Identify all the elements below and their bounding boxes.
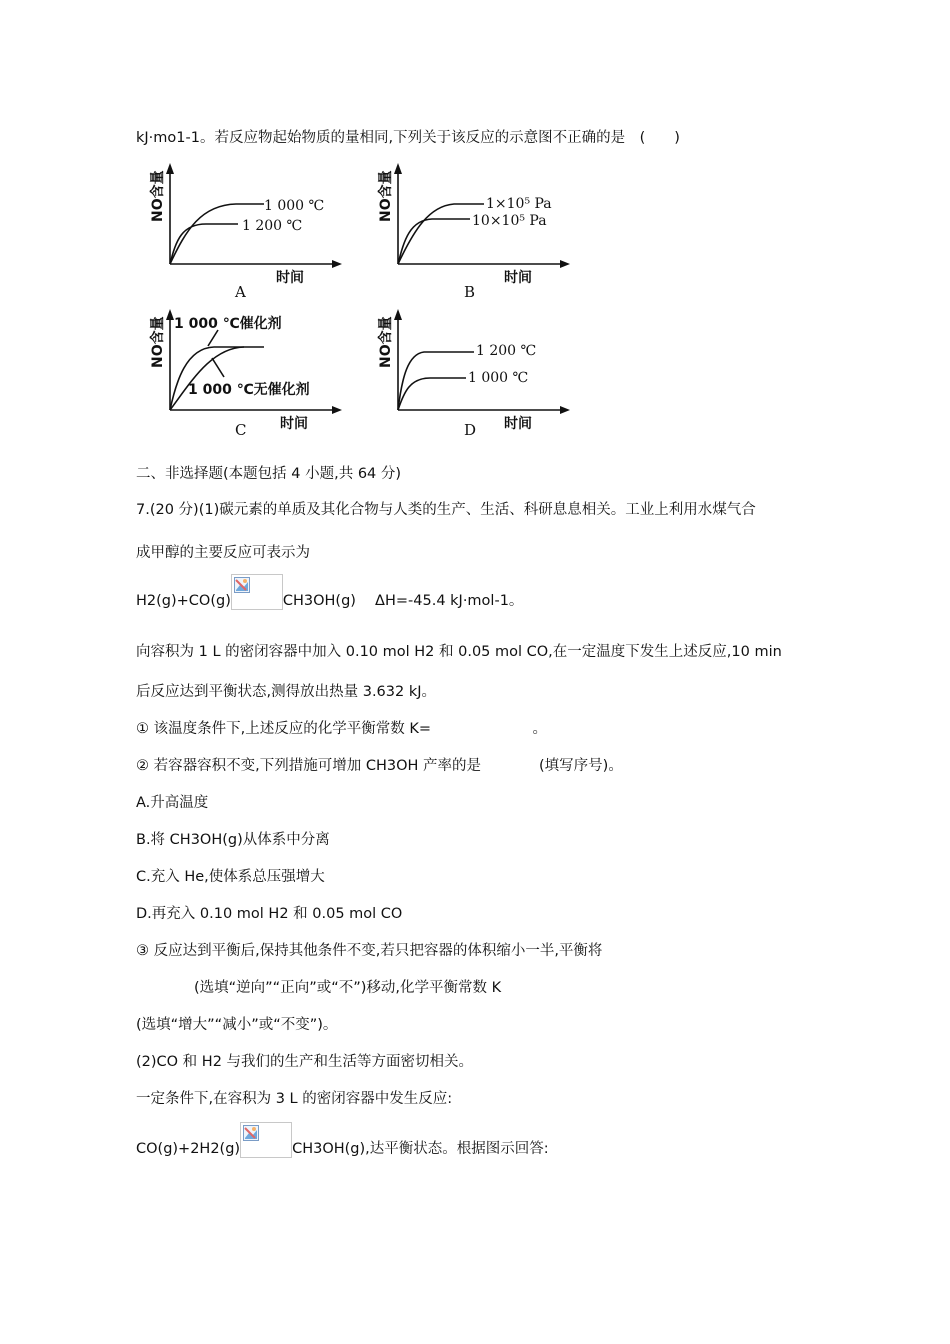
curve-label-2: 1 000 ℃ <box>468 370 529 386</box>
curve-label-2: 10×10⁵ Pa <box>472 213 547 229</box>
intro-line: kJ·mo1-1。若反应物起始物质的量相同,下列关于该反应的示意图不正确的是 ( ) <box>136 130 680 146</box>
equation-1-right: CH3OH(g) ΔH=-45.4 kJ·mol-1。 <box>282 593 524 609</box>
sub-question-3-end: (选填“增大”“减小”或“不变”)。 <box>136 1017 338 1033</box>
option-a: A.升高温度 <box>136 795 209 811</box>
curve-label-2: 1 000 ℃无催化剂 <box>188 382 310 398</box>
paragraph-2: 后反应达到平衡状态,测得放出热量 3.632 kJ。 <box>136 684 437 700</box>
graph-c <box>146 302 346 451</box>
curve-label-2: 1 200 ℃ <box>242 218 303 234</box>
y-axis-label: NO含量 <box>378 316 394 368</box>
equation-1 <box>136 574 523 610</box>
curve-label-1: 1 200 ℃ <box>476 343 537 359</box>
broken-image-icon <box>231 574 283 610</box>
part2-line: 一定条件下,在容积为 3 L 的密闭容器中发生反应: <box>136 1091 453 1107</box>
x-axis-label: 时间 <box>276 270 304 286</box>
equation-2-left: CO(g)+2H2(g) <box>136 1141 241 1157</box>
x-axis-label: 时间 <box>504 416 532 432</box>
x-axis <box>170 260 342 268</box>
y-axis-label: NO含量 <box>150 170 166 222</box>
graph-d <box>374 302 574 451</box>
q7-line-2: 成甲醇的主要反应可表示为 <box>136 545 310 561</box>
label-pointer-2 <box>212 358 224 377</box>
label-pointer-1 <box>208 330 218 346</box>
graph-a <box>146 160 346 309</box>
sub-question-1: ① 该温度条件下,上述反应的化学平衡常数 K= 。 <box>136 721 547 737</box>
part2-title: (2)CO 和 H2 与我们的生产和生活等方面密切相关。 <box>136 1054 474 1070</box>
curve-label-1: 1 000 ℃催化剂 <box>174 316 282 332</box>
section-heading: 二、非选择题(本题包括 4 小题,共 64 分) <box>136 466 402 482</box>
curve-label-1: 1×10⁵ Pa <box>486 196 552 212</box>
option-c: C.充入 He,使体系总压强增大 <box>136 869 325 885</box>
y-axis-label: NO含量 <box>150 316 166 368</box>
option-d: D.再充入 0.10 mol H2 和 0.05 mol CO <box>136 906 403 922</box>
paragraph-1: 向容积为 1 L 的密闭容器中加入 0.10 mol H2 和 0.05 mol CO,在一定温度下发生上述反应,10 min <box>136 644 782 660</box>
sub-question-3: ③ 反应达到平衡后,保持其他条件不变,若只把容器的体积缩小一半,平衡将 <box>136 943 603 959</box>
curve-1000 <box>398 378 466 410</box>
curve-1000 <box>170 204 264 264</box>
graph-letter: D <box>464 421 477 439</box>
curve-1200 <box>398 352 474 410</box>
x-axis <box>398 406 570 414</box>
x-axis-label: 时间 <box>504 270 532 286</box>
q7-line-1: 7.(20 分)(1)碳元素的单质及其化合物与人类的生产、生活、科研息息相关。工业上利用水煤气合 <box>136 502 756 518</box>
y-axis <box>166 309 174 410</box>
graph-letter: B <box>464 283 476 301</box>
curve-without-catalyst <box>170 347 244 410</box>
graph-letter: A <box>235 283 246 301</box>
curve-label-1: 1 000 ℃ <box>264 198 325 214</box>
equation-1-left: H2(g)+CO(g) <box>136 593 231 609</box>
graph-b <box>374 160 574 309</box>
y-axis <box>394 163 402 264</box>
equation-2 <box>136 1122 549 1158</box>
equation-2-right: CH3OH(g),达平衡状态。根据图示回答: <box>292 1141 549 1157</box>
option-b: B.将 CH3OH(g)从体系中分离 <box>136 832 330 848</box>
x-axis-label: 时间 <box>280 416 308 432</box>
sub-question-3-cont: (选填“逆向”“正向”或“不”)移动,化学平衡常数 K <box>136 980 502 996</box>
graph-letter: C <box>235 421 247 439</box>
x-axis <box>170 406 342 414</box>
y-axis <box>166 163 174 264</box>
y-axis-label: NO含量 <box>378 170 394 222</box>
broken-image-icon <box>240 1122 292 1158</box>
x-axis <box>398 260 570 268</box>
sub-question-2: ② 若容器容积不变,下列措施可增加 CH3OH 产率的是 (填写序号)。 <box>136 758 623 774</box>
